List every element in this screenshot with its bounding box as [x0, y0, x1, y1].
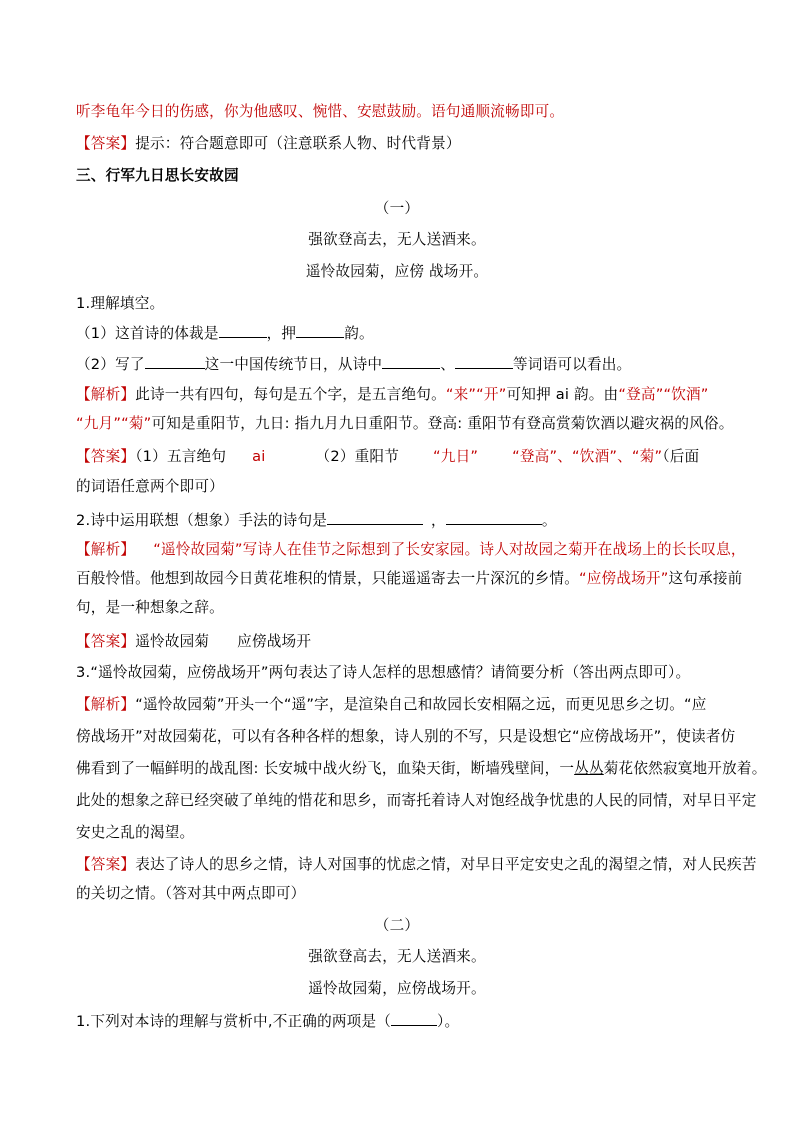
answer-tag: 【答案】: [76, 135, 136, 152]
poem-line-2: 遥怜故园菊，应傍 战场开。: [305, 263, 489, 280]
q1-analysis-line-1: [76, 385, 709, 405]
analysis-text: “遥怜故园菊”写诗人在佳节之际想到了长安家园。诗人对故园之菊开在战场上的长长叹息，: [153, 541, 746, 558]
analysis-tag: 【解析】: [76, 696, 136, 713]
q1-s2-text-c: 、: [440, 356, 455, 373]
answer-tag: 【答案】: [76, 448, 136, 465]
blank-line: [455, 353, 513, 369]
question-1-sub-2: [76, 353, 631, 375]
q2-answer-line: [76, 632, 311, 652]
q2-analysis-line-2: [76, 569, 742, 589]
q1-s2-text-a: （2）写了: [76, 356, 145, 373]
analysis-quote: “九月”“菊”: [76, 415, 152, 432]
analysis-tag: 【解析】: [76, 541, 136, 558]
q3-analysis-line-2: 傍战场开”对故园菊花，可以有各种各样的想象，诗人别的不写，只是设想它“应傍战场开”，使读者仿: [76, 728, 736, 745]
q3-answer-line-2: 的关切之情。（答对其中两点即可）: [76, 885, 306, 902]
q3-analysis-line-3: [76, 759, 766, 779]
prev-explanation-end: 听李龟年今日的伤感，你为他感叹、惋惜、安慰鼓励。语句通顺流畅即可。: [76, 103, 565, 120]
q1-s1-text-b: ，押: [266, 325, 297, 342]
blank-line: [219, 322, 267, 338]
blank-line: [446, 509, 542, 525]
q2-analysis-line-1: [76, 540, 746, 560]
answer-text: （2）重阳节: [315, 448, 400, 465]
analysis-text: 此诗一共有四句，每句是五个字，是五言绝句。: [135, 386, 446, 403]
answer-text: “九日”: [433, 448, 479, 465]
q2-text-a: 2.诗中运用联想（想象）手法的诗句是: [76, 512, 328, 529]
blank-line: [145, 353, 205, 369]
section-title: 三、行军九日思长安故园: [76, 167, 239, 184]
blank-line: [382, 353, 440, 369]
answer-tag: 【答案】: [76, 856, 136, 873]
question-2-title: [76, 509, 557, 531]
blank-line: [327, 509, 423, 525]
q3-answer-line-1: [76, 855, 757, 875]
q1-s2-text-b: 这一中国传统节日，从诗中: [204, 356, 383, 373]
answer-text: 应傍战场开: [237, 633, 312, 650]
blank-line: [296, 322, 344, 338]
answer-tag: 【答案】: [76, 633, 136, 650]
prev-answer-text: [76, 102, 564, 122]
analysis-text: 可知是重阳节，九日: 指九月九日重阳节。登高: 重阳节有登高赏菊饮酒以避灾祸的风俗。: [151, 415, 734, 432]
q3-analysis-line-5: 安史之乱的渴望。: [76, 824, 195, 841]
analysis-quote: “来”“开”: [445, 386, 507, 403]
q2-analysis-line-3: 句，是一种想象之辞。: [76, 599, 224, 616]
question-1-sub-1: [76, 322, 374, 344]
question-1-title: 1.理解填空。: [76, 295, 165, 312]
poem-line-1: 强欲登高去，无人送酒来。: [308, 231, 486, 248]
analysis-quote: “应傍战场开”: [579, 570, 669, 587]
analysis-text: “遥怜故园菊”开头一个“遥”字，是渲染自己和故园长安相隔之远，而更见思乡之切。“应: [135, 696, 707, 713]
answer-text: ai: [252, 448, 266, 465]
q2-text-b: ，: [431, 512, 446, 529]
q1-answer-line-1: [76, 447, 699, 467]
analysis-quote: “登高”“饮酒”: [618, 386, 709, 403]
analysis-text: 这句承接前: [668, 570, 743, 587]
question-3-title: 3.“遥怜故园菊，应傍战场开”两句表达了诗人怎样的思想感情？请简要分析（答出两点即可）。: [76, 664, 691, 681]
analysis-text: 菊花依然寂寞地开放着。: [603, 760, 767, 777]
answer-text: （1）五言绝句: [135, 448, 227, 465]
analysis-text: 佛看到了一幅鲜明的战乱图: 长安城中战火纷飞，血染天街，断墙残壁间，一: [76, 760, 575, 777]
poem-line-1: 强欲登高去，无人送酒来。: [308, 948, 486, 965]
blank-line: [391, 1010, 437, 1026]
analysis-underlined: 丛丛: [574, 760, 604, 777]
analysis-tag: 【解析】: [76, 386, 136, 403]
q1-s1-text-c: 韵。: [344, 325, 374, 342]
analysis-text: 百般怜惜。他想到故园今日黄花堆积的情景，只能遥遥寄去一片深沉的乡情。: [76, 570, 579, 587]
poem-line-2: 遥怜故园菊，应傍战场开。: [308, 980, 486, 997]
part-label-2: （二）: [374, 917, 420, 934]
prev-answer-line: [76, 134, 461, 154]
answer-text: 表达了诗人的思乡之情，诗人对国事的忧虑之情，对早日平定安史之乱的渴望之情，对人民疾苦: [135, 856, 757, 873]
answer-text: 提示：符合题意即可（注意联系人物、时代背景）: [135, 135, 461, 152]
part-label-1: （一）: [374, 200, 420, 217]
q1-s1-text-a: （1）这首诗的体裁是: [76, 325, 219, 342]
q3-analysis-line-4: 此处的想象之辞已经突破了单纯的惜花和思乡，而寄托着诗人对饱经战争忧患的人民的同情，对早日平定: [76, 792, 757, 809]
answer-text: “登高”、“饮酒”、“菊”: [512, 448, 663, 465]
q1-answer-line-2: 的词语任意两个即可）: [76, 478, 224, 495]
part2-q1-text-a: 1.下列对本诗的理解与赏析中,不正确的两项是（: [76, 1013, 392, 1030]
q1-analysis-line-2: [76, 414, 734, 434]
answer-text: 遥怜故园菊: [135, 633, 210, 650]
part2-q1-text-b: ）。: [437, 1013, 460, 1030]
part2-question-1: [76, 1010, 459, 1032]
answer-text: （后面: [662, 448, 700, 465]
analysis-text: 可知押 ai 韵。由: [506, 386, 619, 403]
q1-s2-text-d: 等词语可以看出。: [513, 356, 632, 373]
q2-text-c: 。: [541, 512, 557, 529]
q3-analysis-line-1: [76, 695, 707, 715]
